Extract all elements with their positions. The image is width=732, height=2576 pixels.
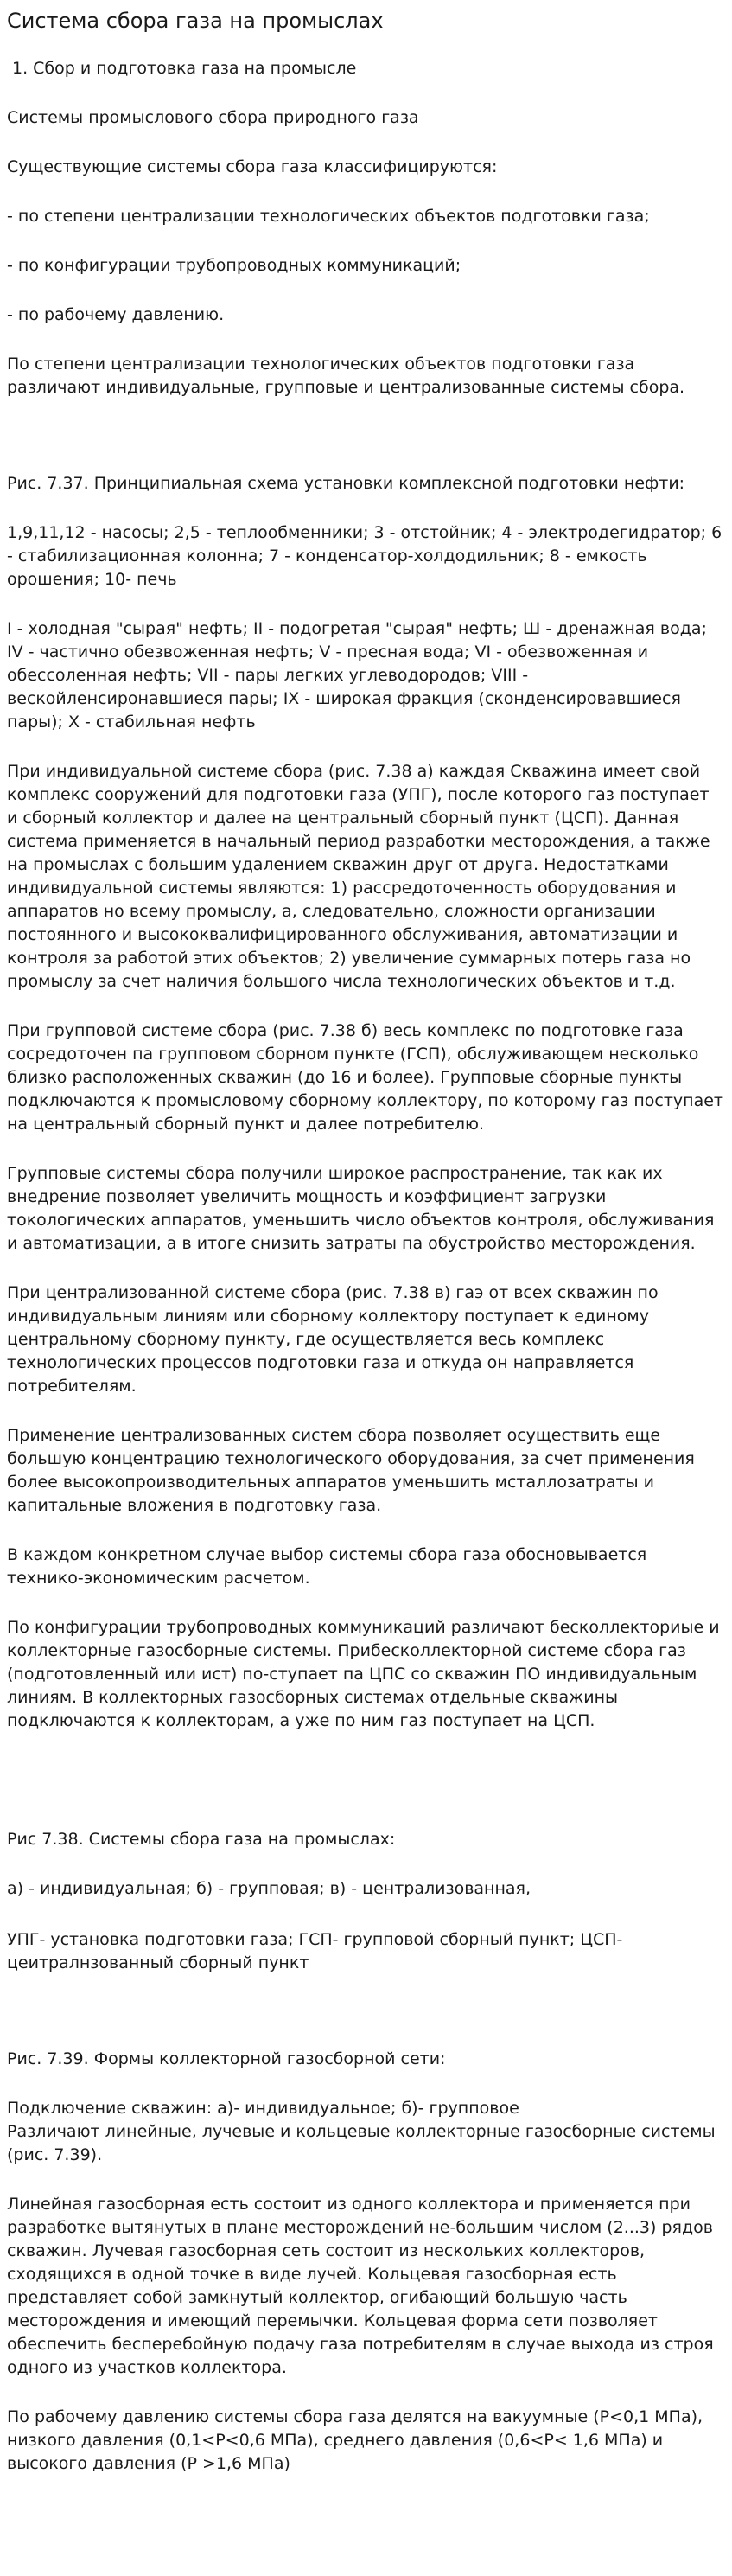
paragraph: При централизованной системе сбора (рис. 7.38 в) гаэ от всех скважин по индивидуальным линиям или сборному коллектору поступает к единому центральному сборному пункту, где осуществляется весь комплекс технологических процессов подготовки газа и откуда он направляется потребителям. [7,1283,659,1396]
spacer [7,2380,724,2406]
article [7,0,724,2476]
figure-caption: Рис. 7.39. Формы коллекторной газосборной сети: [7,2049,446,2068]
spacer [7,278,724,304]
spacer [7,327,724,353]
paragraph: При групповой системе сбора (рис. 7.38 б) весь комплекс по подготовке газа сосредоточен па групповом сборном пункте (ГСП), обслуживающем несколько близко расположенных скважин (до 16 и более). Групповые сборные пункты подключаются к промысловому сборному коллектору, по которому газ поступает на центральный сборный пункт и далее потребителю. [7,1021,723,1134]
list-item: - по рабочему давлению. [7,305,225,324]
spacer [7,2167,724,2193]
paragraph: Групповые системы сбора получили широкое распространение, так как их внедрение позволяет увеличить мощность и коэффициент загрузки токологических аппаратов, уменьшить число объектов контроля, обслуживания и автоматизации, а в итоге снизить затраты па обустройство месторождения. [7,1164,715,1253]
paragraph: По рабочему давлению системы сбора газа делятся на вакуумные (Р<0,1 МПа), низкого давления (0,1<Р<0,6 МПа), среднего давления (0,6<Р< 1,6 МПа) и высокого давления (Р >1,6 МПа) [7,2407,703,2473]
paragraph: Применение централизованных систем сбора позволяет осуществить еще большую концентрацию технологического оборудования, за счет применения более высокопроизводительных аппаратов уменьшить мсталлозатраты и капитальные вложения в подготовку газа. [7,1426,695,1515]
spacer [7,734,724,760]
figure-legend: Подключение скважин: а)- индивидуальное; б)- групповое [7,2099,519,2118]
spacer [7,1398,724,1424]
spacer [7,228,724,254]
figure-caption: Рис 7.38. Системы сбора газа на промыслах: [7,1830,396,1849]
spacer [7,1851,724,1877]
paragraph: В каждом конкретном случае выбор системы сбора газа обосновывается технико-экономическим расчетом. [7,1545,647,1588]
spacer [7,591,724,617]
paragraph: При индивидуальной системе сбора (рис. 7.38 а) каждая Скважина имеет свой комплекс сооружений для подготовки газа (УПГ), после которого газ поступает и сборный коллектор и далее на центральный сборный пункт (ЦСП). Данная система применяется в начальный период разработки месторождения, а также на промыслах с большим удалением скважин друг от друга. Недостатками индивидуальной системы являются: 1) рассредоточенность оборудования и аппаратов но всему промыслу, а, следовательно, сложности организации постоянного и высококвалифицированного обслуживания, автоматизации и контроля за работой этих объектов; 2) увеличение суммарных потерь газа но промыслу за счет наличия большого числа технологических объектов и т.д. [7,762,710,991]
spacer [7,400,724,472]
figure-legend: УПГ- установка подготовки газа; ГСП- групповой сборный пункт; ЦСП-цеитралнзованный сборный пункт [7,1930,623,1972]
figure-legend: I - холодная "сырая" нефть; II - подогретая "сырая" нефть; Ш - дренажная вода; IV - частично обезвоженная нефть; V - пресная вода; VI - обезвоженная и обессоленная нефть; VII - пары легких углеводородов; VIII - вескойленсиронавшиеся пары; IX - широкая фракция (сконденсировавшиеся пары); X - стабильная нефть [7,619,707,732]
spacer [7,495,724,521]
paragraph: Существующие системы сбора газа классифицируются: [7,157,498,176]
paragraph: По степени централизации технологических объектов подготовки газа различают индивидуальные, групповые и централизованные системы сбора. [7,355,685,397]
spacer [7,994,724,1020]
spacer [7,80,724,106]
figure-legend: 1,9,11,12 - насосы; 2,5 - теплообменники; 3 - отстойник; 4 - электродегидратор; 6 - стабилизационная колонна; 7 - конденсатор-холдодильник; 8 - емкость орошения; 10- печь [7,523,722,589]
spacer [7,1590,724,1616]
spacer [7,2071,724,2097]
spacer [7,179,724,205]
paragraph: Различают линейные, лучевые и кольцевые коллекторные газосборные системы (рис. 7.39). [7,2122,716,2164]
spacer [7,1256,724,1282]
spacer [7,1518,724,1544]
spacer [7,34,724,57]
figure-legend: а) - индивидуальная; б) - групповая; в) - централизованная, [7,1879,531,1898]
spacer [7,1901,724,1928]
figure-caption: Рис. 7.37. Принципиальная схема установки комплексной подготовки нефти: [7,474,685,493]
spacer [7,1136,724,1162]
page-title: Система сбора газа на промыслах [7,9,384,33]
paragraph: Линейная газосборная есть состоит из одного коллектора и применяется при разработке вытянутых в плане месторождений не-большим числом (2...3) рядов скважин. Лучевая газосборная сеть состоит из нескольких коллекторов, сходящихся в одной точке в виде лучей. Кольцевая газосборная есть представляет собой замкнутый коллектор, огибающий большую часть месторождения и имеющий перемычки. Кольцевая форма сети позволяет обеспечить бесперебойную подачу газа потребителям в случае выхода из строя одного из участков коллектора. [7,2195,714,2377]
list-item: - по степени централизации технологических объектов подготовки газа; [7,207,650,226]
list-item: - по конфигурации трубопроводных коммуникаций; [7,256,461,275]
spacer [7,1975,724,2048]
paragraph: Системы промыслового сбора природного газа [7,108,419,127]
section-heading: 1. Сбор и подготовка газа на промысле [12,59,357,78]
paragraph: По конфигурации трубопроводных коммуникаций различают бесколлекториые и коллекторные газосборные системы. Прибесколлекторной системе сбора газ (подготовленный или ист) по-ступает па ЦПС со скважин ПО индивидуальным линиям. В коллекторных газосборных системах отдельные скважины подключаются к коллекторам, а уже по ним газ поступает на ЦСП. [7,1618,720,1730]
spacer [7,1733,724,1828]
spacer [7,130,724,156]
